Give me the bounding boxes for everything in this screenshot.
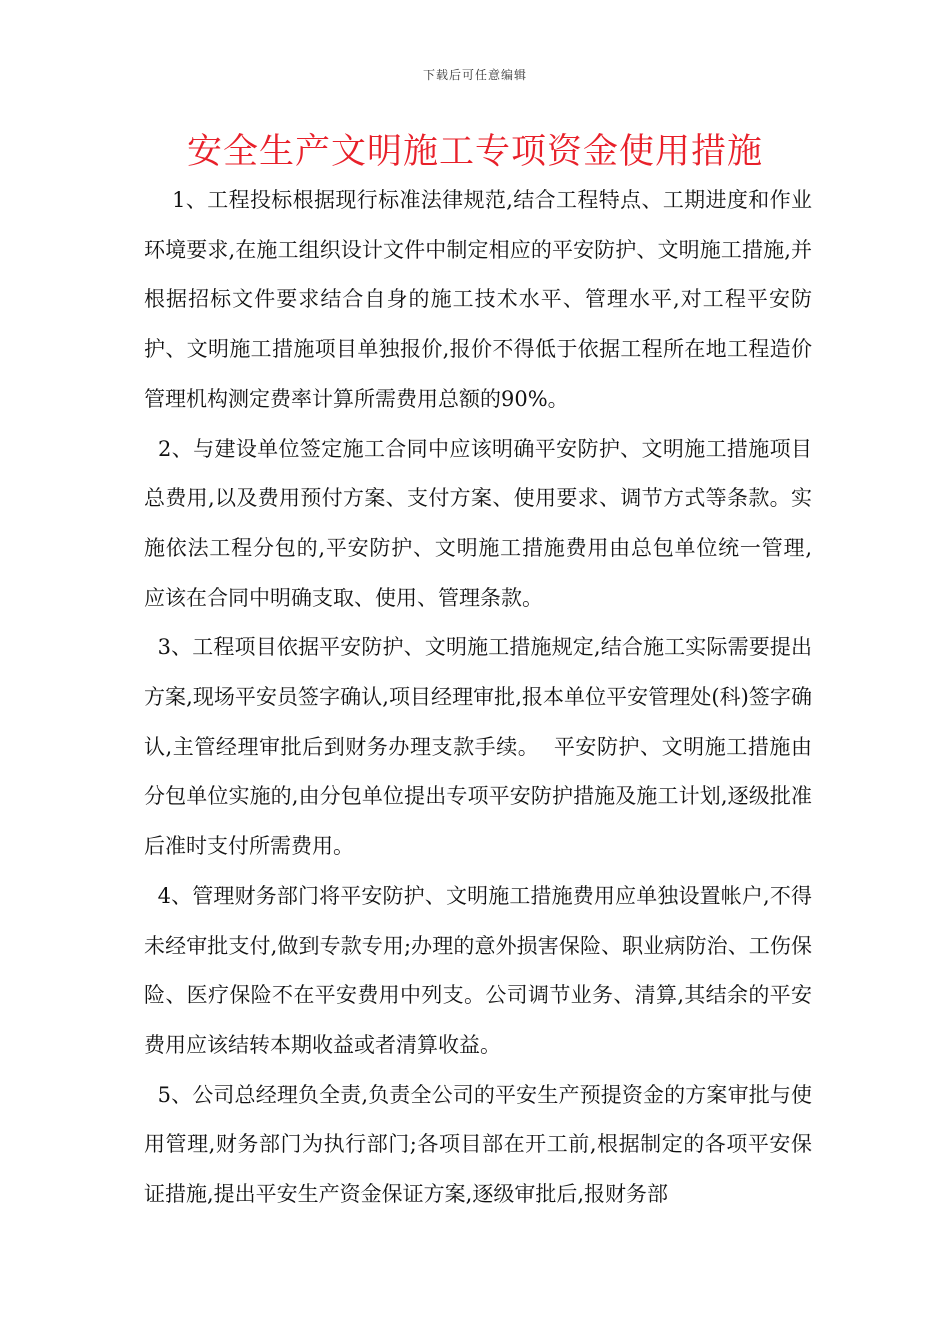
paragraph-5: 5、公司总经理负全责,负责全公司的平安生产预提资金的方案审批与使用管理,财务部门为执行部门;各项目部在开工前,根据制定的各项平安保证措施,提出平安生产资金保证方案,逐级审批后,报财务部 xyxy=(144,1082,812,1207)
paragraph-3: 3、工程项目依据平安防护、文明施工措施规定,结合施工实际需要提出方案,现场平安员签字确认,项目经理审批,报本单位平安管理处(科)签字确认,主管经理审批后到财务办理支款手续。 平安防护、文明施工措施由分包单位实施的,由分包单位提出专项平安防护措施及施工计划,逐级批准后准时支付所需费用。 xyxy=(144,635,812,859)
document-body xyxy=(144,176,812,1220)
paragraph-1: 1、工程投标根据现行标准法律规范,结合工程特点、工期进度和作业环境要求,在施工组织设计文件中制定相应的平安防护、文明施工措施,并根据招标文件要求结合自身的施工技术水平、管理水平,对工程平安防护、文明施工措施项目单独报价,报价不得低于依据工程所在地工程造价管理机构测定费率计算所需费用总额的90%。 xyxy=(144,188,812,411)
paragraph-2: 2、与建设单位签定施工合同中应该明确平安防护、文明施工措施项目总费用,以及费用预付方案、支付方案、使用要求、调节方式等条款。实施依法工程分包的,平安防护、文明施工措施费用由总包单位统一管理, 应该在合同中明确支取、使用、管理条款。 xyxy=(144,436,812,610)
paragraph-4: 4、管理财务部门将平安防护、文明施工措施费用应单独设置帐户,不得未经审批支付,做到专款专用;办理的意外损害保险、职业病防治、工伤保险、医疗保险不在平安费用中列支。公司调节业务、清算,其结余的平安费用应该结转本期收益或者清算收益。 xyxy=(144,883,812,1057)
page-header-note: 下载后可任意编辑 xyxy=(422,68,527,82)
document-title: 安全生产文明施工专项资金使用措施 xyxy=(186,132,763,172)
